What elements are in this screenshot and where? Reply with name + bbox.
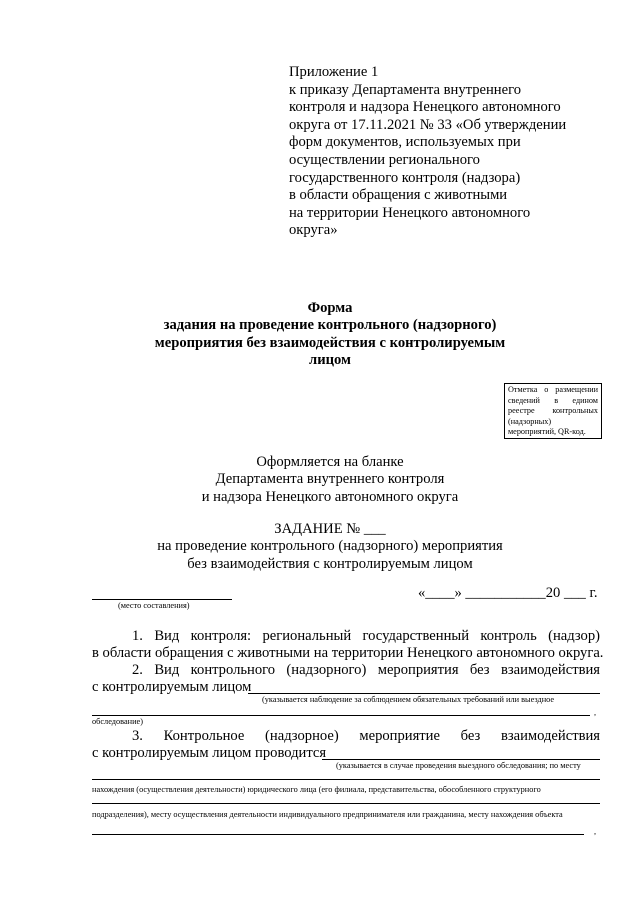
item-2-field-line-2 — [92, 715, 590, 716]
date-field: «____» ___________20 ___ г. — [418, 585, 598, 601]
letterhead-note — [120, 454, 540, 506]
form-title-line: Форма — [307, 300, 353, 316]
task-subtitle: на проведение контрольного (надзорного) мероприятия — [157, 538, 503, 555]
item-3-field-line — [322, 759, 600, 760]
letterhead-line: и надзора Ненецкого автономного округа — [201, 488, 459, 505]
appendix-line: к приказу Департамента внутреннего — [289, 81, 521, 98]
appendix-line: государственного контроля (надзора) — [289, 169, 521, 186]
appendix-line: округа» — [289, 222, 338, 239]
letterhead-line: Департамента внутреннего контроля — [215, 471, 445, 488]
place-field-line — [92, 599, 232, 600]
item-3-field-line-4 — [92, 834, 584, 835]
appendix-block — [289, 64, 609, 240]
item-2-line-2: с контролируемым лицом — [92, 679, 252, 695]
letterhead-line: Оформляется на бланке — [256, 454, 404, 470]
appendix-line: контроля и надзора Ненецкого автономного — [289, 99, 561, 116]
comma: , — [594, 708, 597, 717]
place-caption: (место составления) — [118, 601, 190, 610]
task-title: ЗАДАНИЕ № ___ — [274, 521, 386, 537]
form-title-line: лицом — [309, 352, 351, 369]
form-title-line: задания на проведение контрольного (надзорного) — [163, 317, 497, 334]
appendix-line: в области обращения с животными — [289, 187, 508, 204]
item-2-caption-end: обследование) — [92, 717, 143, 726]
task-header — [120, 521, 540, 573]
item-2-line-1: 2. Вид контрольного (надзорного) мероприятия без взаимодействия — [132, 662, 600, 678]
item-2-field-line — [248, 693, 600, 694]
item-3-line-1: 3. Контрольное (надзорное) мероприятие без взаимодействия — [132, 728, 600, 744]
form-title — [120, 300, 540, 370]
appendix-line: округа от 17.11.2021 № 33 «Об утверждении — [289, 116, 567, 133]
appendix-line: форм документов, используемых при — [289, 134, 521, 151]
item-3-caption-1: (указывается в случае проведения выездного обследования; по месту — [336, 761, 581, 770]
item-1-line-1: 1. Вид контроля: региональный государственный контроль (надзор) — [132, 628, 600, 644]
item-3-line-2: с контролируемым лицом проводится — [92, 745, 327, 761]
item-2-caption: (указывается наблюдение за соблюдением обязательных требований или выездное — [262, 695, 555, 704]
item-3-field-line-3 — [92, 803, 600, 804]
form-title-line: мероприятия без взаимодействия с контролируемым — [154, 334, 506, 351]
item-3-caption-2: нахождения (осуществления деятельности) юридического лица (его филиала, представительства, обособленного структурного — [92, 785, 541, 794]
appendix-line: на территории Ненецкого автономного — [289, 204, 531, 221]
appendix-line: Приложение 1 — [289, 64, 379, 80]
appendix-line: осуществлении регионального — [289, 151, 480, 168]
comma: , — [594, 827, 597, 836]
item-3-caption-3: подразделения), месту осуществления деятельности индивидуального предпринимателя или гражданина, месту нахождения объекта — [92, 810, 563, 819]
registry-stamp-box: Отметка о размещении сведений в едином реестре контрольных (надзорных) мероприятий, QR-код. — [504, 383, 602, 439]
task-subtitle: без взаимодействия с контролируемым лицом — [187, 555, 473, 572]
item-3-field-line-2 — [92, 779, 600, 780]
item-1-line-2: в области обращения с животными на территории Ненецкого автономного округа. — [92, 645, 604, 661]
